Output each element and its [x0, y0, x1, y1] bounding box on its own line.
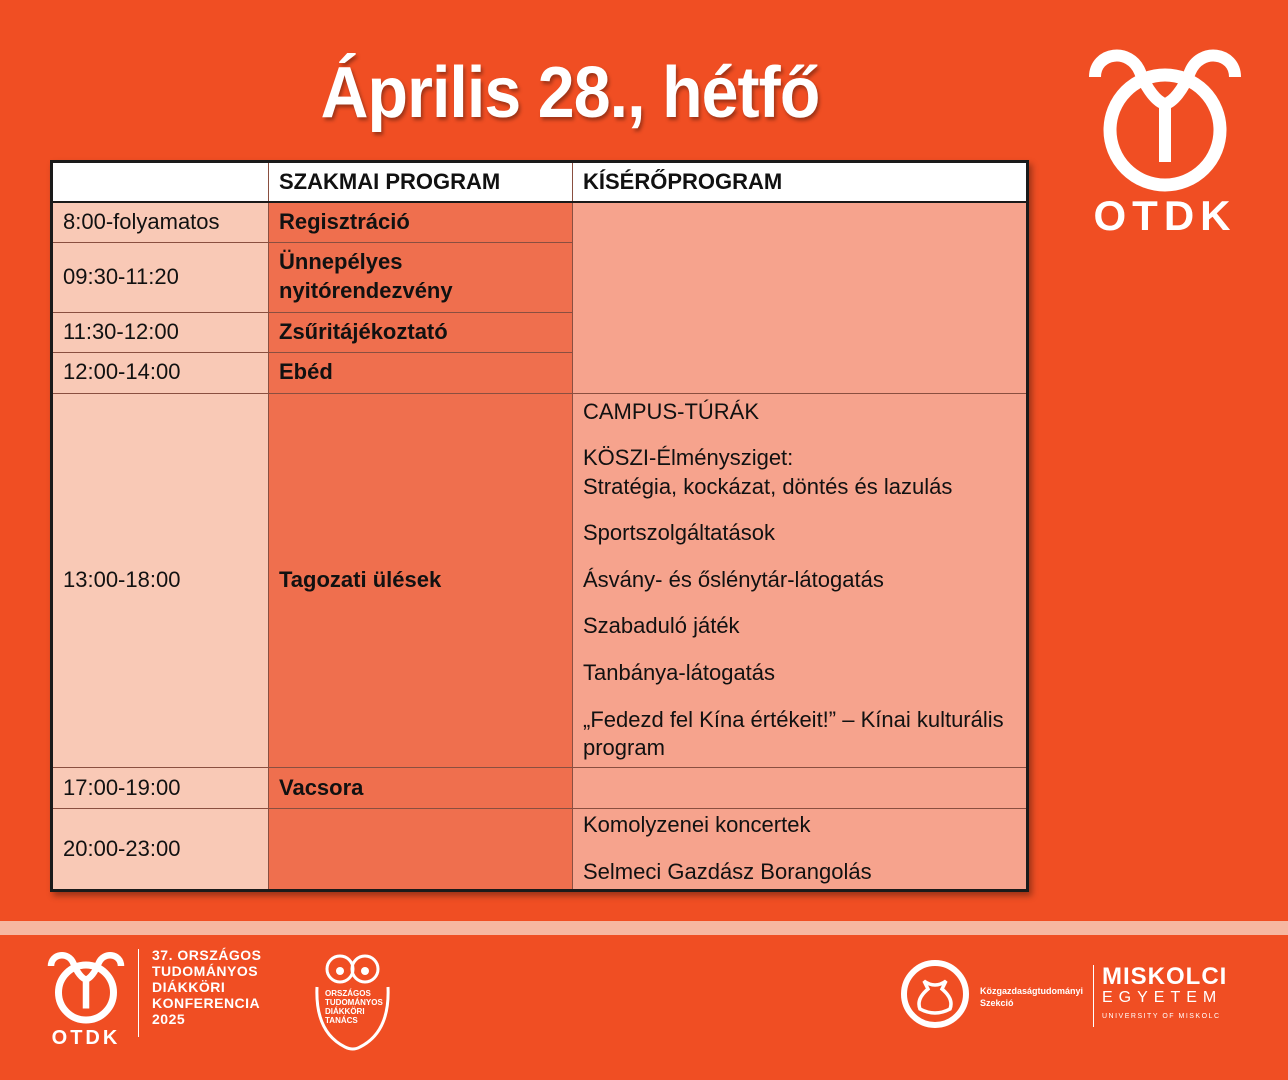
header-kisero: KÍSÉRŐPROGRAM: [573, 162, 1028, 203]
conference-name: [152, 947, 261, 1027]
conference-line: DIÁKKÖRI: [152, 979, 226, 995]
section-logo: [900, 959, 970, 1034]
university-line1: MISKOLCI: [1102, 963, 1228, 990]
program-cell: Vacsora: [269, 767, 573, 808]
time-cell: 20:00-23:00: [52, 808, 269, 890]
side-program-list: [573, 393, 1028, 767]
council-line: DIÁKKÖRI: [325, 1007, 365, 1016]
side-program-list: [573, 808, 1028, 890]
university-logo: [1102, 963, 1227, 1020]
footer-otdk-logo: [46, 947, 126, 1049]
list-item: Ásvány- és őslénytár-látogatás: [583, 566, 884, 592]
list-item: Komolyzenei koncertek: [583, 812, 811, 838]
section-line: Közgazdaságtudományi: [980, 986, 1084, 996]
otdk-emblem-icon: [1085, 42, 1245, 192]
otdk-emblem-icon: [46, 947, 126, 1025]
list-item: „Fedezd fel Kína értékeit!” – Kínai kulturális program: [583, 706, 1004, 761]
page-title: Április 28., hétfő: [320, 53, 820, 133]
footer-divider: [1093, 965, 1094, 1027]
side-cell-empty: [573, 767, 1028, 808]
program-cell: Ebéd: [269, 352, 573, 393]
conference-line: 2025: [152, 1011, 186, 1027]
section-name: [980, 985, 1083, 1009]
side-cell-empty: [573, 202, 1028, 393]
conference-line: 37. ORSZÁGOS: [152, 947, 262, 963]
footer-divider: [138, 949, 139, 1037]
time-cell: 11:30-12:00: [52, 312, 269, 352]
list-item: Tanbánya-látogatás: [583, 660, 776, 686]
program-cell: Ünnepélyes nyitórendezvény: [269, 242, 573, 312]
table-row: [52, 767, 1028, 808]
section-line: Szekció: [980, 998, 1014, 1008]
university-line3: UNIVERSITY OF MISKOLC: [1102, 1013, 1221, 1020]
council-name: [325, 989, 383, 1025]
council-line: TUDOMÁNYOS: [325, 998, 383, 1007]
program-cell: Regisztráció: [269, 202, 573, 242]
table-header-row: [52, 162, 1028, 203]
conference-line: TUDOMÁNYOS: [152, 963, 259, 979]
council-logo: [305, 947, 400, 1062]
footer-otdk-text: OTDK: [51, 1027, 121, 1049]
time-cell: 12:00-14:00: [52, 352, 269, 393]
moneybag-icon: [900, 959, 970, 1029]
list-item: Sportszolgáltatások: [583, 520, 775, 546]
program-cell: [269, 808, 573, 890]
list-item: Selmeci Gazdász Borangolás: [583, 858, 872, 884]
program-cell: Zsűritájékoztató: [269, 312, 573, 352]
time-cell: 13:00-18:00: [52, 393, 269, 767]
list-item: CAMPUS-TÚRÁK: [583, 398, 760, 424]
time-cell: 09:30-11:20: [52, 242, 269, 312]
list-item-line: Stratégia, kockázat, döntés és lazulás: [583, 473, 953, 499]
schedule-table: [50, 160, 1029, 892]
header-szakmai: SZAKMAI PROGRAM: [269, 162, 573, 203]
list-item-line: KÖSZI-Élménysziget:: [583, 445, 794, 471]
table-row: [52, 393, 1028, 767]
program-cell: Tagozati ülések: [269, 393, 573, 767]
otdk-logo-text: OTDK: [1093, 192, 1237, 239]
footer: [0, 935, 1288, 1080]
table-row: [52, 808, 1028, 890]
footer-divider-band: [0, 921, 1288, 935]
time-cell: 17:00-19:00: [52, 767, 269, 808]
conference-line: KONFERENCIA: [152, 995, 261, 1011]
list-item: Szabaduló játék: [583, 613, 740, 639]
list-item: [583, 444, 1016, 501]
council-line: TANÁCS: [325, 1016, 358, 1025]
time-cell: 8:00-folyamatos: [52, 202, 269, 242]
university-line2: EGYETEM: [1102, 989, 1223, 1006]
otdk-logo: [1085, 42, 1245, 239]
table-row: [52, 202, 1028, 242]
council-line: ORSZÁGOS: [325, 989, 371, 998]
header-time: [52, 162, 269, 203]
